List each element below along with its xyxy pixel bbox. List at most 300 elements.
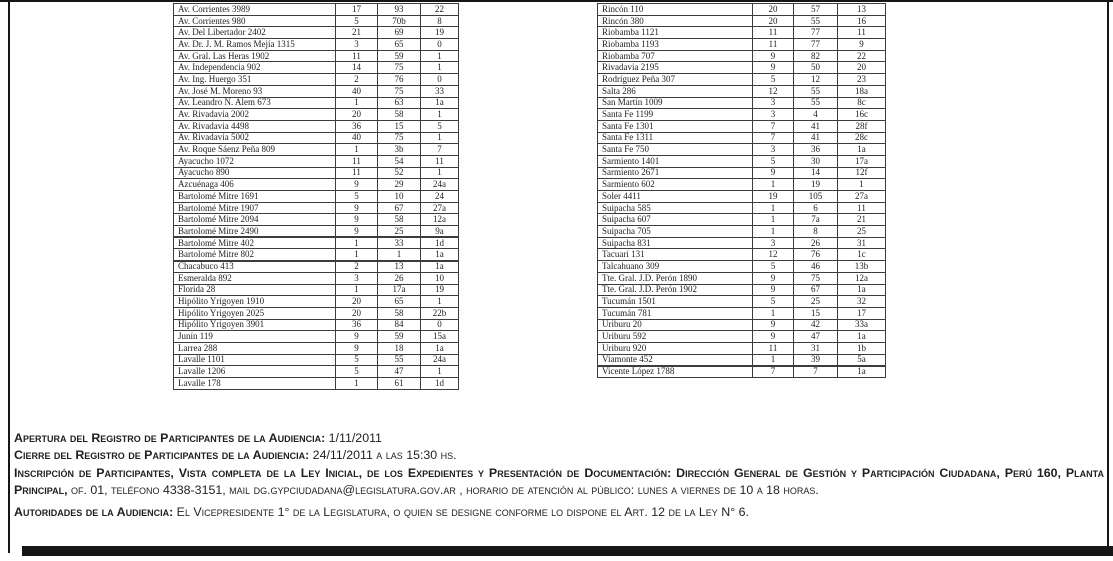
count-cell: 4 bbox=[794, 109, 838, 121]
count-cell: 1a bbox=[838, 331, 886, 343]
address-cell: Riobamba 1193 bbox=[598, 39, 753, 51]
count-cell: 9 bbox=[753, 272, 794, 284]
address-cell: Sarmiento 602 bbox=[598, 179, 753, 191]
count-cell: 65 bbox=[378, 296, 421, 308]
count-cell: 42 bbox=[794, 319, 838, 331]
count-cell: 9 bbox=[753, 62, 794, 74]
address-cell: Rincón 380 bbox=[598, 15, 753, 27]
count-cell: 2 bbox=[336, 74, 378, 86]
count-cell: 12 bbox=[753, 85, 794, 97]
count-cell: 12 bbox=[794, 74, 838, 86]
count-cell: 17a bbox=[838, 155, 886, 167]
count-cell: 17a bbox=[378, 284, 421, 296]
count-cell: 25 bbox=[838, 226, 886, 238]
count-cell: 7 bbox=[753, 120, 794, 132]
address-cell: Riobamba 1121 bbox=[598, 27, 753, 39]
notice-cierre bbox=[14, 447, 1104, 464]
count-cell: 1 bbox=[421, 167, 459, 179]
count-cell: 20 bbox=[336, 109, 378, 121]
table-row bbox=[598, 226, 886, 238]
count-cell: 1 bbox=[753, 179, 794, 191]
count-cell: 1a bbox=[421, 97, 459, 109]
count-cell: 1 bbox=[753, 214, 794, 226]
address-cell: Uriburu 592 bbox=[598, 331, 753, 343]
count-cell: 1a bbox=[421, 249, 459, 261]
address-cell: Lavalle 178 bbox=[174, 378, 336, 390]
count-cell: 11 bbox=[838, 27, 886, 39]
table-row bbox=[598, 249, 886, 261]
table-row bbox=[598, 85, 886, 97]
count-cell: 3 bbox=[336, 272, 378, 284]
count-cell: 105 bbox=[794, 191, 838, 203]
count-cell: 11 bbox=[336, 50, 378, 62]
count-cell: 28f bbox=[838, 120, 886, 132]
address-cell: Hipólito Yrigoyen 1910 bbox=[174, 296, 336, 308]
table-row bbox=[174, 307, 459, 319]
address-table-left bbox=[173, 3, 459, 390]
table-row bbox=[174, 191, 459, 203]
table-row bbox=[598, 179, 886, 191]
count-cell: 27a bbox=[838, 191, 886, 203]
count-cell: 5 bbox=[336, 366, 378, 378]
table-row bbox=[174, 15, 459, 27]
count-cell: 1a bbox=[838, 284, 886, 296]
table-row bbox=[598, 167, 886, 179]
count-cell: 5 bbox=[336, 354, 378, 366]
count-cell: 11 bbox=[753, 342, 794, 354]
count-cell: 17 bbox=[838, 307, 886, 319]
count-cell: 33 bbox=[421, 85, 459, 97]
count-cell: 77 bbox=[794, 27, 838, 39]
count-cell: 36 bbox=[336, 319, 378, 331]
count-cell: 50 bbox=[794, 62, 838, 74]
address-cell: Tucumán 1501 bbox=[598, 296, 753, 308]
count-cell: 3 bbox=[336, 39, 378, 51]
count-cell: 11 bbox=[753, 27, 794, 39]
count-cell: 41 bbox=[794, 132, 838, 144]
notice-label: Autoridades de la Audiencia: bbox=[14, 504, 174, 519]
count-cell: 22 bbox=[838, 50, 886, 62]
count-cell: 41 bbox=[794, 120, 838, 132]
table-row bbox=[174, 296, 459, 308]
count-cell: 9 bbox=[838, 39, 886, 51]
table-row bbox=[174, 378, 459, 390]
count-cell: 5 bbox=[421, 120, 459, 132]
table-row bbox=[598, 15, 886, 27]
address-cell: Sarmiento 1401 bbox=[598, 155, 753, 167]
notice-text: 24/11/2011 a las 15:30 hs. bbox=[309, 448, 457, 463]
count-cell: 58 bbox=[378, 109, 421, 121]
count-cell: 24a bbox=[421, 179, 459, 191]
table-row bbox=[598, 132, 886, 144]
count-cell: 1 bbox=[421, 109, 459, 121]
count-cell: 22b bbox=[421, 307, 459, 319]
address-cell: Av. Dr. J. M. Ramos Mejía 1315 bbox=[174, 39, 336, 51]
address-cell: Av. Rivadavia 2002 bbox=[174, 109, 336, 121]
count-cell: 3 bbox=[753, 237, 794, 249]
count-cell: 69 bbox=[378, 27, 421, 39]
address-cell: Santa Fe 1311 bbox=[598, 132, 753, 144]
count-cell: 5 bbox=[336, 15, 378, 27]
count-cell: 1b bbox=[838, 342, 886, 354]
table-row bbox=[174, 155, 459, 167]
address-cell: Tte. Gral. J.D. Perón 1890 bbox=[598, 272, 753, 284]
address-cell: Suipacha 585 bbox=[598, 202, 753, 214]
table-row bbox=[174, 249, 459, 261]
count-cell: 33 bbox=[378, 237, 421, 249]
table-row bbox=[598, 27, 886, 39]
count-cell: 31 bbox=[794, 342, 838, 354]
table-row bbox=[598, 4, 886, 16]
address-cell: Lavalle 1101 bbox=[174, 354, 336, 366]
address-cell: Lavalle 1206 bbox=[174, 366, 336, 378]
count-cell: 29 bbox=[378, 179, 421, 191]
count-cell: 12a bbox=[421, 214, 459, 226]
count-cell: 76 bbox=[794, 249, 838, 261]
count-cell: 46 bbox=[794, 261, 838, 273]
count-cell: 7 bbox=[794, 366, 838, 378]
notice-text: of. 01, teléfono 4338-3151, mail dg.gypciudadana@legislatura.gov.ar , horario de atención al público: lunes a viernes de 10 a 18 horas. bbox=[67, 483, 819, 498]
count-cell: 75 bbox=[378, 62, 421, 74]
address-cell: Hipólito Yrigoyen 2025 bbox=[174, 307, 336, 319]
address-cell: Riobamba 707 bbox=[598, 50, 753, 62]
count-cell: 0 bbox=[421, 74, 459, 86]
count-cell: 21 bbox=[336, 27, 378, 39]
count-cell: 9 bbox=[336, 226, 378, 238]
table-row bbox=[598, 261, 886, 273]
count-cell: 5 bbox=[753, 296, 794, 308]
count-cell: 1d bbox=[421, 378, 459, 390]
table-row bbox=[174, 272, 459, 284]
address-cell: Sarmiento 2671 bbox=[598, 167, 753, 179]
notice-label: Cierre del Registro de Participantes de la Audiencia: bbox=[14, 448, 310, 463]
address-cell: Florida 28 bbox=[174, 284, 336, 296]
count-cell: 25 bbox=[378, 226, 421, 238]
count-cell: 21 bbox=[838, 214, 886, 226]
count-cell: 24 bbox=[421, 191, 459, 203]
notice-text: 1/11/2011 bbox=[325, 431, 382, 445]
address-cell: Salta 286 bbox=[598, 85, 753, 97]
table-row bbox=[598, 237, 886, 249]
address-cell: Junín 119 bbox=[174, 331, 336, 343]
address-cell: Av. Roque Sáenz Peña 809 bbox=[174, 144, 336, 156]
address-cell: Viamonte 452 bbox=[598, 354, 753, 366]
table-row bbox=[598, 342, 886, 354]
address-cell: Suipacha 831 bbox=[598, 237, 753, 249]
count-cell: 8 bbox=[794, 226, 838, 238]
count-cell: 20 bbox=[336, 296, 378, 308]
address-cell: Rivadavia 2195 bbox=[598, 62, 753, 74]
table-row bbox=[174, 109, 459, 121]
address-cell: Santa Fe 750 bbox=[598, 144, 753, 156]
count-cell: 1 bbox=[421, 132, 459, 144]
count-cell: 58 bbox=[378, 214, 421, 226]
count-cell: 59 bbox=[378, 50, 421, 62]
count-cell: 15 bbox=[794, 307, 838, 319]
table-row bbox=[174, 237, 459, 249]
count-cell: 82 bbox=[794, 50, 838, 62]
address-cell: Esmeralda 892 bbox=[174, 272, 336, 284]
count-cell: 8c bbox=[838, 97, 886, 109]
table-row bbox=[174, 226, 459, 238]
table-row bbox=[598, 144, 886, 156]
table-row bbox=[598, 319, 886, 331]
count-cell: 1a bbox=[421, 342, 459, 354]
count-cell: 54 bbox=[378, 155, 421, 167]
address-cell: Ayacucho 890 bbox=[174, 167, 336, 179]
address-cell: Av. Ing. Huergo 351 bbox=[174, 74, 336, 86]
table-row bbox=[598, 272, 886, 284]
address-cell: Av. Del Libertador 2402 bbox=[174, 27, 336, 39]
table-row bbox=[174, 62, 459, 74]
count-cell: 7 bbox=[753, 132, 794, 144]
address-cell: Talcahuano 309 bbox=[598, 261, 753, 273]
address-cell: Tacuarí 131 bbox=[598, 249, 753, 261]
count-cell: 11 bbox=[336, 167, 378, 179]
count-cell: 1 bbox=[421, 50, 459, 62]
count-cell: 93 bbox=[378, 4, 421, 16]
address-cell: Av. Leandro N. Alem 673 bbox=[174, 97, 336, 109]
count-cell: 16 bbox=[838, 15, 886, 27]
count-cell: 1 bbox=[336, 144, 378, 156]
count-cell: 13 bbox=[378, 261, 421, 273]
address-cell: Av. Corrientes 980 bbox=[174, 15, 336, 27]
count-cell: 1 bbox=[336, 249, 378, 261]
count-cell: 17 bbox=[336, 4, 378, 16]
count-cell: 3 bbox=[753, 144, 794, 156]
count-cell: 75 bbox=[378, 132, 421, 144]
count-cell: 1c bbox=[838, 249, 886, 261]
count-cell: 9 bbox=[336, 202, 378, 214]
count-cell: 30 bbox=[794, 155, 838, 167]
count-cell: 9 bbox=[336, 214, 378, 226]
count-cell: 1 bbox=[336, 284, 378, 296]
count-cell: 1 bbox=[753, 307, 794, 319]
count-cell: 11 bbox=[336, 155, 378, 167]
table-row bbox=[174, 50, 459, 62]
count-cell: 10 bbox=[378, 191, 421, 203]
count-cell: 11 bbox=[421, 155, 459, 167]
count-cell: 9 bbox=[753, 167, 794, 179]
count-cell: 76 bbox=[378, 74, 421, 86]
table-row bbox=[598, 50, 886, 62]
table-row bbox=[174, 214, 459, 226]
count-cell: 7 bbox=[753, 366, 794, 378]
address-cell: Bartolomé Mitre 1907 bbox=[174, 202, 336, 214]
count-cell: 20 bbox=[753, 4, 794, 16]
count-cell: 63 bbox=[378, 97, 421, 109]
address-cell: Tte. Gral. J.D. Perón 1902 bbox=[598, 284, 753, 296]
count-cell: 12a bbox=[838, 272, 886, 284]
count-cell: 47 bbox=[378, 366, 421, 378]
address-cell: Rincón 110 bbox=[598, 4, 753, 16]
address-cell: Uriburu 920 bbox=[598, 342, 753, 354]
count-cell: 5 bbox=[336, 191, 378, 203]
count-cell: 55 bbox=[794, 85, 838, 97]
address-cell: Suipacha 607 bbox=[598, 214, 753, 226]
address-cell: Tucumán 781 bbox=[598, 307, 753, 319]
address-table-right bbox=[597, 3, 886, 378]
count-cell: 1 bbox=[753, 226, 794, 238]
count-cell: 3b bbox=[378, 144, 421, 156]
count-cell: 1 bbox=[753, 354, 794, 366]
count-cell: 0 bbox=[421, 319, 459, 331]
table-row bbox=[598, 366, 886, 378]
count-cell: 57 bbox=[794, 4, 838, 16]
count-cell: 2 bbox=[336, 261, 378, 273]
count-cell: 36 bbox=[794, 144, 838, 156]
table-row bbox=[174, 261, 459, 273]
count-cell: 5 bbox=[753, 261, 794, 273]
count-cell: 1 bbox=[336, 237, 378, 249]
count-cell: 36 bbox=[336, 120, 378, 132]
audience-notices bbox=[14, 430, 1104, 521]
count-cell: 14 bbox=[794, 167, 838, 179]
page-border-right bbox=[1107, 0, 1109, 546]
count-cell: 1 bbox=[336, 97, 378, 109]
count-cell: 31 bbox=[838, 237, 886, 249]
count-cell: 14 bbox=[336, 62, 378, 74]
count-cell: 15 bbox=[378, 120, 421, 132]
count-cell: 19 bbox=[794, 179, 838, 191]
address-cell: Uriburu 20 bbox=[598, 319, 753, 331]
count-cell: 19 bbox=[421, 27, 459, 39]
count-cell: 10 bbox=[421, 272, 459, 284]
count-cell: 28c bbox=[838, 132, 886, 144]
table-row bbox=[598, 97, 886, 109]
count-cell: 1 bbox=[421, 296, 459, 308]
count-cell: 12f bbox=[838, 167, 886, 179]
table-row bbox=[598, 155, 886, 167]
notice-label: Inscripción de Participantes, Vista completa de la Ley Inicial, de los Expedientes y Presentación de Documentación: Dirección General de Gestión y Participación Ciudadana, Perú 160, Planta Principal, bbox=[14, 465, 1104, 498]
table-row bbox=[598, 202, 886, 214]
count-cell: 67 bbox=[378, 202, 421, 214]
count-cell: 18 bbox=[378, 342, 421, 354]
address-cell: Av. Corrientes 3989 bbox=[174, 4, 336, 16]
count-cell: 1 bbox=[378, 249, 421, 261]
table-row bbox=[174, 331, 459, 343]
address-cell: Suipacha 705 bbox=[598, 226, 753, 238]
table-row bbox=[598, 331, 886, 343]
table-row bbox=[174, 366, 459, 378]
count-cell: 1a bbox=[838, 366, 886, 378]
count-cell: 55 bbox=[378, 354, 421, 366]
address-cell: Soler 4411 bbox=[598, 191, 753, 203]
count-cell: 5a bbox=[838, 354, 886, 366]
count-cell: 9 bbox=[336, 179, 378, 191]
table-row bbox=[174, 4, 459, 16]
count-cell: 84 bbox=[378, 319, 421, 331]
table-row bbox=[174, 342, 459, 354]
count-cell: 1 bbox=[421, 62, 459, 74]
count-cell: 27a bbox=[421, 202, 459, 214]
count-cell: 26 bbox=[378, 272, 421, 284]
notice-inscripcion bbox=[14, 465, 1104, 500]
count-cell: 12 bbox=[753, 249, 794, 261]
count-cell: 40 bbox=[336, 132, 378, 144]
count-cell: 32 bbox=[838, 296, 886, 308]
table-row bbox=[174, 144, 459, 156]
notice-apertura bbox=[14, 430, 1104, 447]
count-cell: 24a bbox=[421, 354, 459, 366]
count-cell: 13 bbox=[838, 4, 886, 16]
count-cell: 70b bbox=[378, 15, 421, 27]
address-cell: Bartolomé Mitre 2094 bbox=[174, 214, 336, 226]
table-row bbox=[174, 85, 459, 97]
table-row bbox=[598, 354, 886, 366]
count-cell: 13b bbox=[838, 261, 886, 273]
count-cell: 26 bbox=[794, 237, 838, 249]
table-row bbox=[174, 39, 459, 51]
count-cell: 40 bbox=[336, 85, 378, 97]
table-row bbox=[174, 97, 459, 109]
address-cell: Av. José M. Moreno 93 bbox=[174, 85, 336, 97]
count-cell: 18a bbox=[838, 85, 886, 97]
count-cell: 11 bbox=[753, 39, 794, 51]
notice-autoridades bbox=[14, 504, 1104, 521]
table-row bbox=[598, 296, 886, 308]
table-row bbox=[598, 284, 886, 296]
address-cell: Bartolomé Mitre 2490 bbox=[174, 226, 336, 238]
address-cell: Bartolomé Mitre 802 bbox=[174, 249, 336, 261]
count-cell: 9 bbox=[753, 331, 794, 343]
count-cell: 9 bbox=[336, 342, 378, 354]
count-cell: 75 bbox=[794, 272, 838, 284]
count-cell: 47 bbox=[794, 331, 838, 343]
count-cell: 65 bbox=[378, 39, 421, 51]
count-cell: 55 bbox=[794, 15, 838, 27]
count-cell: 5 bbox=[753, 155, 794, 167]
address-cell: Chacabuco 413 bbox=[174, 261, 336, 273]
address-cell: Vicente López 1788 bbox=[598, 366, 753, 378]
table-row bbox=[174, 354, 459, 366]
count-cell: 7a bbox=[794, 214, 838, 226]
count-cell: 3 bbox=[753, 109, 794, 121]
address-cell: Bartolomé Mitre 402 bbox=[174, 237, 336, 249]
count-cell: 1 bbox=[753, 202, 794, 214]
count-cell: 55 bbox=[794, 97, 838, 109]
address-table-right-container bbox=[597, 3, 885, 378]
table-row bbox=[598, 109, 886, 121]
address-cell: Av. Gral. Las Heras 1902 bbox=[174, 50, 336, 62]
table-row bbox=[598, 191, 886, 203]
count-cell: 9 bbox=[753, 284, 794, 296]
count-cell: 9 bbox=[753, 319, 794, 331]
count-cell: 1d bbox=[421, 237, 459, 249]
count-cell: 8 bbox=[421, 15, 459, 27]
count-cell: 61 bbox=[378, 378, 421, 390]
count-cell: 6 bbox=[794, 202, 838, 214]
count-cell: 1a bbox=[838, 144, 886, 156]
count-cell: 11 bbox=[838, 202, 886, 214]
table-row bbox=[598, 74, 886, 86]
notice-text: El Vicepresidente 1° de la Legislatura, o quien se designe conforme lo dispone el Art. 12 de la Ley N° 6. bbox=[173, 504, 749, 519]
count-cell: 20 bbox=[753, 15, 794, 27]
count-cell: 9a bbox=[421, 226, 459, 238]
table-row bbox=[174, 319, 459, 331]
table-row bbox=[174, 179, 459, 191]
count-cell: 16c bbox=[838, 109, 886, 121]
count-cell: 25 bbox=[794, 296, 838, 308]
address-cell: Santa Fe 1301 bbox=[598, 120, 753, 132]
table-row bbox=[174, 74, 459, 86]
count-cell: 15a bbox=[421, 331, 459, 343]
table-row bbox=[598, 307, 886, 319]
address-cell: Larrea 288 bbox=[174, 342, 336, 354]
address-cell: Av. Rivadavia 5002 bbox=[174, 132, 336, 144]
address-cell: Santa Fe 1199 bbox=[598, 109, 753, 121]
table-row bbox=[598, 120, 886, 132]
